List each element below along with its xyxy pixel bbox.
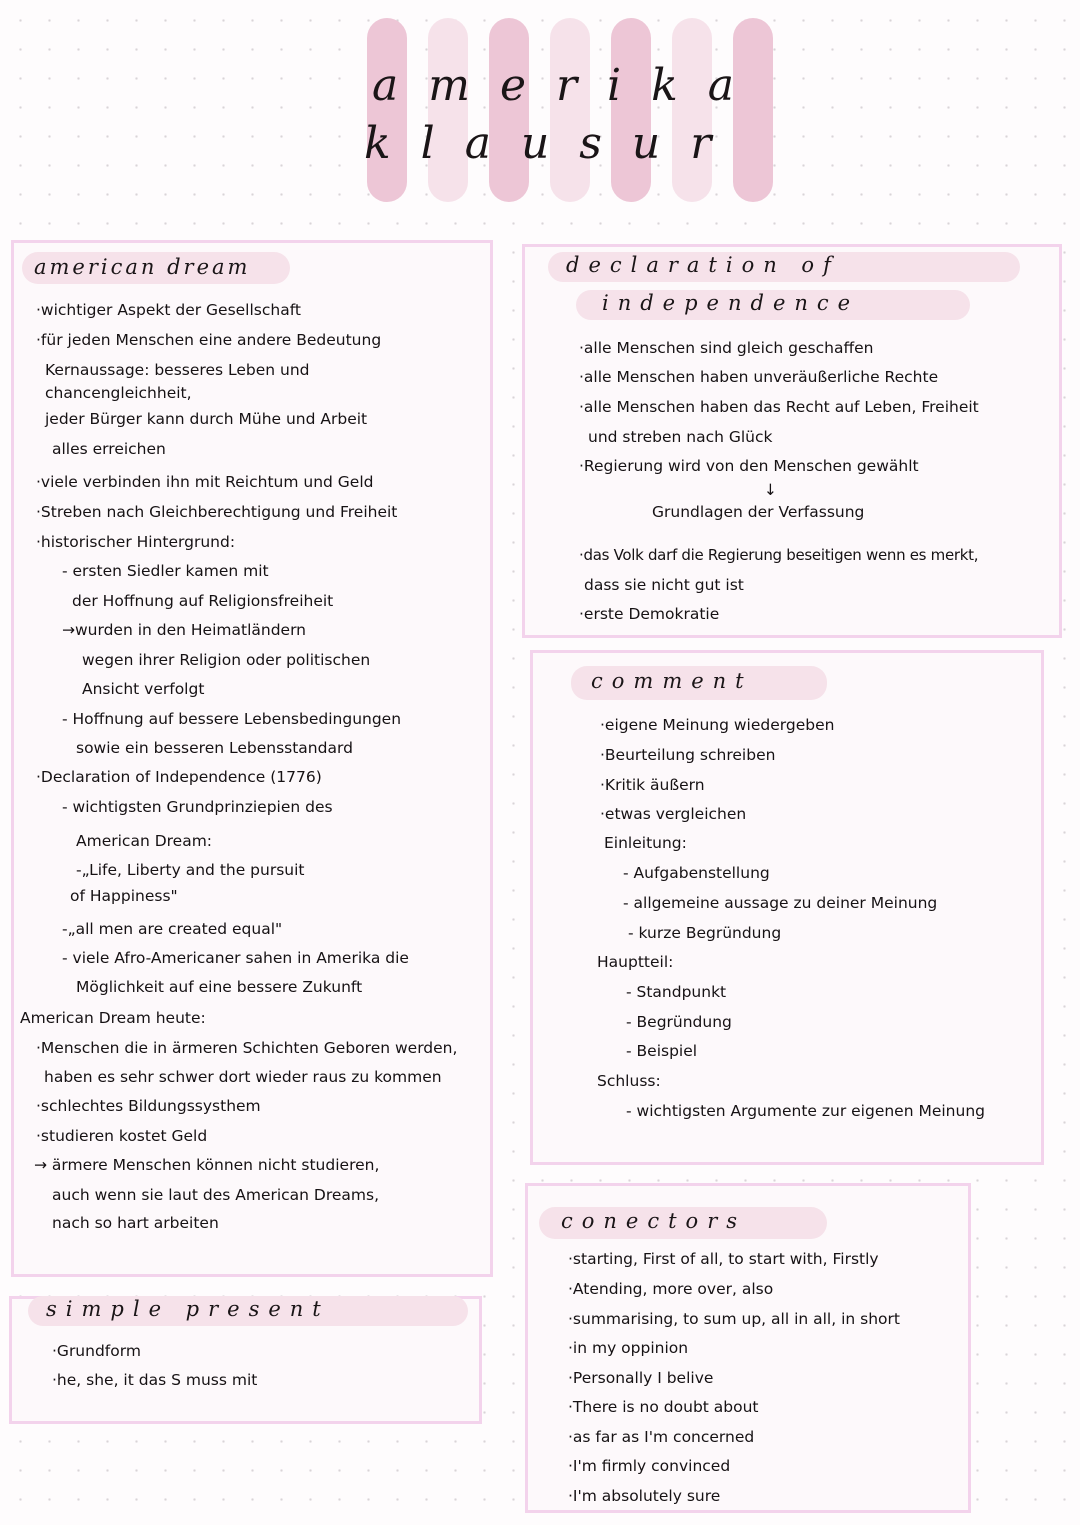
american-dream-line: ·Streben nach Gleichberechtigung und Freiheit xyxy=(36,503,398,521)
american-dream-line: wegen ihrer Religion oder politischen xyxy=(82,651,371,669)
conectors-line: ·There is no doubt about xyxy=(568,1398,759,1416)
declaration-line: ↓ xyxy=(764,481,777,499)
american-dream-line: ·schlechtes Bildungssysthem xyxy=(36,1097,261,1115)
american-dream-line: -„all men are created equal" xyxy=(62,920,283,938)
comment-line: ·eigene Meinung wiedergeben xyxy=(600,716,835,734)
american-dream-line: sowie ein besseren Lebensstandard xyxy=(76,739,353,757)
page-title-line-1: amerika xyxy=(372,60,764,111)
american-dream-line: ·historischer Hintergrund: xyxy=(36,533,236,551)
american-dream-heading: american dream xyxy=(22,252,290,284)
american-dream-line: ·für jeden Menschen eine andere Bedeutung xyxy=(36,331,382,349)
declaration-line: dass sie nicht gut ist xyxy=(584,576,744,594)
page-title-line-2: klausur xyxy=(364,118,742,169)
american-dream-line: →wurden in den Heimatländern xyxy=(62,621,306,639)
american-dream-line: ·studieren kostet Geld xyxy=(36,1127,208,1145)
conectors-line: ·I'm absolutely sure xyxy=(568,1487,721,1505)
conectors-line: ·I'm firmly convinced xyxy=(568,1457,731,1475)
american-dream-line: American Dream: xyxy=(76,832,213,850)
american-dream-line: - wichtigsten Grundprinziepien des xyxy=(62,798,333,816)
simple-present-heading: simple present xyxy=(28,1296,468,1326)
conectors-line: ·in my oppinion xyxy=(568,1339,689,1357)
american-dream-line: - ersten Siedler kamen mit xyxy=(62,562,269,580)
american-dream-line: nach so hart arbeiten xyxy=(52,1214,219,1232)
comment-line: Schluss: xyxy=(597,1072,661,1090)
conectors-line: ·Atending, more over, also xyxy=(568,1280,774,1298)
comment-line: Hauptteil: xyxy=(597,953,674,971)
american-dream-line: of Happiness" xyxy=(70,887,178,905)
comment-line: - kurze Begründung xyxy=(628,924,782,942)
declaration-heading-line-1: declaration of xyxy=(548,252,1020,282)
conectors-heading: conectors xyxy=(539,1207,827,1239)
american-dream-line: chancengleichheit, xyxy=(45,384,192,402)
comment-line: - Begründung xyxy=(626,1013,732,1031)
simple-present-line: ·he, she, it das S muss mit xyxy=(52,1371,258,1389)
comment-line: ·Kritik äußern xyxy=(600,776,705,794)
comment-line: - Beispiel xyxy=(626,1042,698,1060)
american-dream-line: American Dream heute: xyxy=(20,1009,206,1027)
american-dream-line: haben es sehr schwer dort wieder raus zu kommen xyxy=(44,1068,442,1086)
american-dream-line: alles erreichen xyxy=(52,440,166,458)
comment-line: - allgemeine aussage zu deiner Meinung xyxy=(623,894,938,912)
comment-line: - wichtigsten Argumente zur eigenen Meinung xyxy=(626,1102,985,1120)
declaration-line: ·alle Menschen haben unveräußerliche Rechte xyxy=(579,368,939,386)
american-dream-line: Kernaussage: besseres Leben und xyxy=(45,361,310,379)
american-dream-line: ·viele verbinden ihn mit Reichtum und Geld xyxy=(36,473,374,491)
american-dream-line: - viele Afro-Americaner sahen in Amerika die xyxy=(62,949,409,967)
declaration-heading-line-2: independence xyxy=(576,290,970,320)
american-dream-line: ·Menschen die in ärmeren Schichten Geboren werden, xyxy=(36,1039,458,1057)
declaration-line: Grundlagen der Verfassung xyxy=(652,503,865,521)
american-dream-line: -„Life, Liberty and the pursuit xyxy=(76,861,305,879)
simple-present-line: ·Grundform xyxy=(52,1342,141,1360)
comment-line: ·Beurteilung schreiben xyxy=(600,746,776,764)
conectors-line: ·Personally I belive xyxy=(568,1369,714,1387)
american-dream-line: jeder Bürger kann durch Mühe und Arbeit xyxy=(45,410,368,428)
conectors-line: ·starting, First of all, to start with, Firstly xyxy=(568,1250,879,1268)
american-dream-line: Ansicht verfolgt xyxy=(82,680,205,698)
comment-heading: comment xyxy=(571,666,827,700)
conectors-line: ·as far as I'm concerned xyxy=(568,1428,755,1446)
declaration-line: ·das Volk darf die Regierung beseitigen wenn es merkt, xyxy=(579,546,979,564)
american-dream-line: ·wichtiger Aspekt der Gesellschaft xyxy=(36,301,301,319)
american-dream-line: der Hoffnung auf Religionsfreiheit xyxy=(72,592,334,610)
declaration-line: ·erste Demokratie xyxy=(579,605,720,623)
declaration-line: und streben nach Glück xyxy=(588,428,773,446)
american-dream-line: → ärmere Menschen können nicht studieren, xyxy=(34,1156,380,1174)
american-dream-line: Möglichkeit auf eine bessere Zukunft xyxy=(76,978,363,996)
comment-line: - Standpunkt xyxy=(626,983,727,1001)
declaration-line: ·alle Menschen haben das Recht auf Leben, Freiheit xyxy=(579,398,979,416)
comment-line: Einleitung: xyxy=(604,834,687,852)
american-dream-line: auch wenn sie laut des American Dreams, xyxy=(52,1186,380,1204)
american-dream-line: - Hoffnung auf bessere Lebensbedingungen xyxy=(62,710,402,728)
comment-line: - Aufgabenstellung xyxy=(623,864,770,882)
conectors-line: ·summarising, to sum up, all in all, in short xyxy=(568,1310,900,1328)
american-dream-line: ·Declaration of Independence (1776) xyxy=(36,768,322,786)
declaration-line: ·alle Menschen sind gleich geschaffen xyxy=(579,339,874,357)
declaration-line: ·Regierung wird von den Menschen gewählt xyxy=(579,457,919,475)
comment-line: ·etwas vergleichen xyxy=(600,805,747,823)
